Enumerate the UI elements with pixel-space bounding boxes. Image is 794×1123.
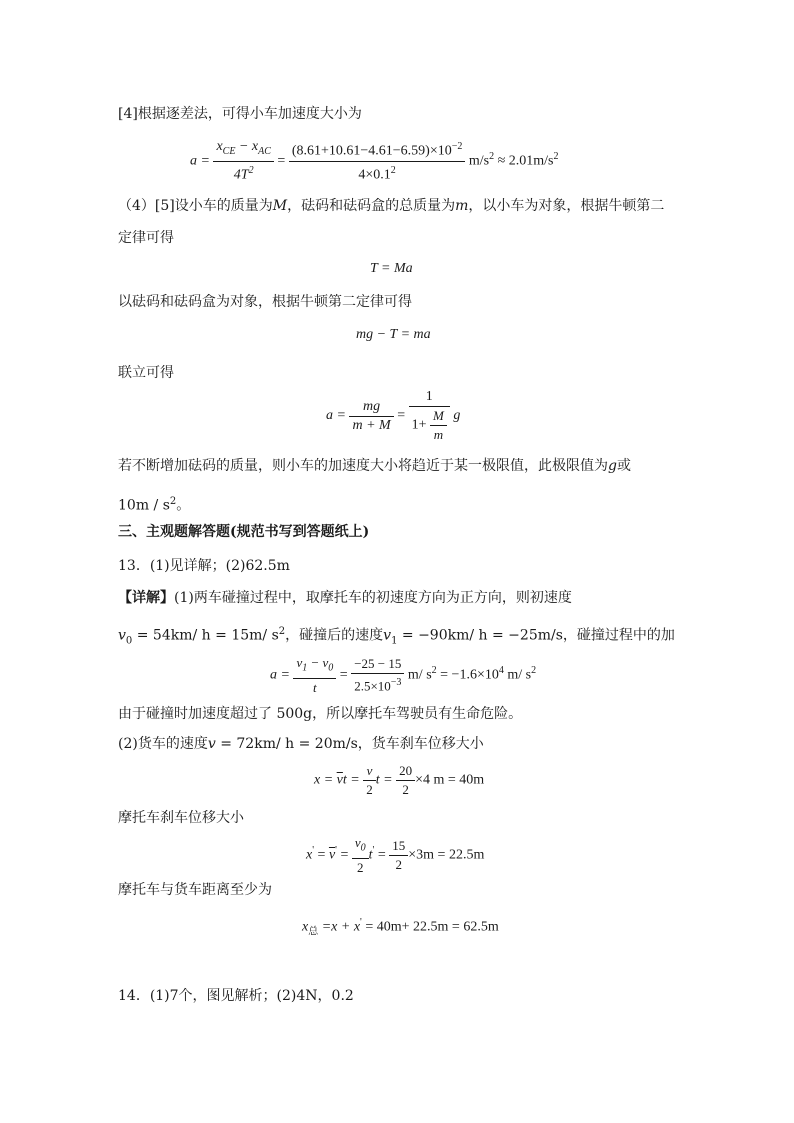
superscript: 2 — [531, 664, 537, 676]
equation-mg-T-ma: mg − T = ma — [356, 327, 431, 342]
superscript: 2 — [278, 626, 286, 637]
value: ×3m = 22.5m — [408, 847, 485, 863]
text-line: 定律可得 — [118, 230, 174, 246]
den-text: 4T — [233, 167, 249, 183]
equation-total-distance — [302, 914, 499, 941]
text-line — [118, 734, 484, 754]
variable: $\overline{v}$ — [336, 772, 343, 788]
equation-T-Ma: T = Ma — [370, 261, 413, 276]
variable: v — [118, 627, 126, 644]
text-segment: ，碰撞后的速度 — [285, 627, 384, 644]
fraction — [409, 388, 450, 444]
den-text: 1+ — [411, 417, 427, 433]
variable: g — [453, 408, 461, 424]
value: ×4 m = 40m — [415, 772, 485, 788]
num-text: (8.61+10.61−4.61−6.59)×10 — [291, 143, 452, 159]
text-line — [118, 196, 664, 216]
eq-lhs: a = — [326, 408, 346, 424]
num-text: mg — [349, 398, 393, 417]
text-line — [118, 456, 631, 476]
text-segment: 或 — [616, 458, 631, 474]
fraction — [349, 398, 393, 435]
superscript: 2 — [248, 164, 254, 176]
fraction — [352, 834, 369, 877]
text-line: 摩托车与货车距离至少为 — [118, 882, 272, 898]
variable: x — [302, 919, 309, 935]
variable: t — [368, 847, 373, 863]
text-line: 联立可得 — [118, 365, 174, 381]
den-text: 2 — [402, 782, 409, 797]
text-segment: = 54km/ h = 15m/ s — [132, 627, 279, 644]
text-segment: 若不断增加砝码的质量，则小车的加速度大小将趋近于某一极限值，此极限值为 — [118, 458, 608, 474]
subscript: CE — [222, 145, 236, 157]
variable: t = — [375, 772, 393, 788]
nested-fraction — [430, 407, 447, 444]
superscript: −2 — [451, 141, 463, 153]
section-heading: 三、主观题解答题(规范书写到答题纸上) — [118, 524, 370, 540]
text-segment: = −90km/ h = −25m/s — [397, 627, 563, 644]
subscript: 0 — [328, 662, 334, 674]
question-13-answer: 13．(1)见详解；(2)62.5m — [118, 558, 290, 574]
subscript: 总 — [308, 926, 319, 938]
num-text: −25 − 15 — [351, 655, 404, 674]
superscript: 4 — [498, 664, 504, 676]
superscript: 2 — [169, 496, 177, 507]
num-text: x — [216, 139, 223, 154]
fraction — [213, 138, 273, 184]
text-segment: （4）[5]设小车的质量为 — [118, 198, 273, 214]
den-text: t — [313, 679, 317, 695]
superscript: ' — [360, 917, 362, 928]
value: = 40m+ 22.5m = 62.5m — [361, 919, 499, 935]
fraction — [396, 762, 415, 799]
den-text: 2 — [395, 856, 403, 872]
fraction — [293, 654, 336, 697]
subscript: 1 — [302, 662, 308, 674]
den-text: m — [433, 427, 444, 442]
equation-combined — [326, 388, 460, 444]
variable: M — [272, 198, 288, 214]
equation-acceleration-difference — [190, 138, 559, 184]
num-text: 1 — [409, 388, 450, 407]
fraction — [351, 655, 404, 695]
text-segment: ，碰撞过程中的加 — [562, 627, 675, 644]
variable: $\overline{v}$ — [328, 847, 336, 863]
question-14-answer: 14．(1)7个，图见解析；(2)4N，0.2 — [118, 988, 354, 1004]
den-text: m + M — [352, 417, 391, 433]
equals-sign: = — [277, 153, 286, 169]
den-text: 2.5×10 — [354, 678, 391, 694]
superscript: ' — [335, 844, 337, 856]
text-segment: ，以小车为对象，根据牛顿第二 — [468, 198, 665, 214]
superscript: −3 — [390, 677, 402, 689]
text-line: 摩托车刹车位移大小 — [118, 810, 244, 826]
variable: g — [608, 458, 617, 474]
fraction — [389, 837, 408, 874]
eq-lhs: a = — [190, 153, 210, 169]
text-segment: ，货车刹车位移大小 — [357, 736, 484, 752]
num-text: 20 — [396, 762, 415, 781]
subscript: 0 — [360, 842, 366, 854]
eq-lhs: x = — [314, 772, 337, 788]
variable: m — [455, 198, 469, 214]
den-text: 2 — [366, 782, 373, 797]
subscript: 1 — [391, 635, 398, 647]
text-segment: (2)货车的速度 — [118, 736, 208, 752]
equals-sign: = — [397, 408, 406, 424]
value: = −1.6×10 — [436, 667, 499, 683]
subscript: 0 — [125, 635, 133, 647]
num-text: − x — [235, 139, 259, 154]
variable: x — [306, 847, 313, 863]
superscript: 2 — [553, 150, 559, 162]
variable: v — [383, 627, 392, 644]
equals-sign: = — [314, 847, 329, 863]
text-line — [118, 622, 675, 651]
text-segment: 。 — [176, 497, 191, 514]
unit: m/s — [468, 153, 490, 169]
unit: m/ s — [503, 667, 532, 683]
equation-truck-displacement — [314, 762, 484, 799]
text-line — [118, 588, 572, 608]
superscript: ' — [372, 844, 375, 856]
approx-value: ≈ 2.01m/s — [494, 153, 554, 169]
variable: t = — [342, 772, 360, 788]
equals-sign: = — [339, 667, 348, 683]
detail-tag: 【详解】 — [118, 590, 174, 606]
variable: v — [207, 736, 216, 752]
unit: m/ s — [407, 667, 432, 683]
text-line: 由于碰撞时加速度超过了 500g，所以摩托车驾驶员有生命危险。 — [118, 706, 523, 722]
superscript: 2 — [431, 664, 437, 676]
fraction — [363, 762, 376, 799]
den-text: 4×0.1 — [358, 167, 391, 183]
num-text: 15 — [389, 837, 408, 856]
num-text: − v — [307, 655, 329, 670]
subscript: AC — [258, 145, 271, 157]
equals-sign: = — [336, 847, 349, 863]
equation-collision-acceleration — [270, 654, 536, 697]
text-segment: ，砝码和砝码盒的总质量为 — [287, 198, 456, 214]
text-segment: = 72km/ h = 20m/s — [215, 736, 358, 752]
text-segment: (1)两车碰撞过程中，取摩托车的初速度方向为正方向，则初速度 — [174, 590, 572, 606]
text-line: [4]根据逐差法，可得小车加速度大小为 — [118, 106, 362, 122]
num-text: M — [430, 407, 447, 426]
den-text: 2 — [357, 859, 364, 875]
superscript: 2 — [489, 150, 495, 162]
equation-motorcycle-displacement — [306, 834, 484, 877]
superscript: ' — [312, 844, 315, 856]
num-text: v — [296, 655, 303, 670]
text-line — [118, 492, 190, 516]
equals-sign: = — [374, 847, 386, 863]
eq-lhs: a = — [270, 667, 290, 683]
expression: =x + x — [318, 919, 361, 935]
text-line: 以砝码和砝码盒为对象，根据牛顿第二定律可得 — [118, 294, 412, 310]
text-segment: 10m / s — [118, 497, 170, 514]
num-text: v — [363, 762, 376, 781]
num-text: v — [354, 835, 361, 850]
superscript: 2 — [390, 164, 396, 176]
fraction — [289, 138, 466, 184]
